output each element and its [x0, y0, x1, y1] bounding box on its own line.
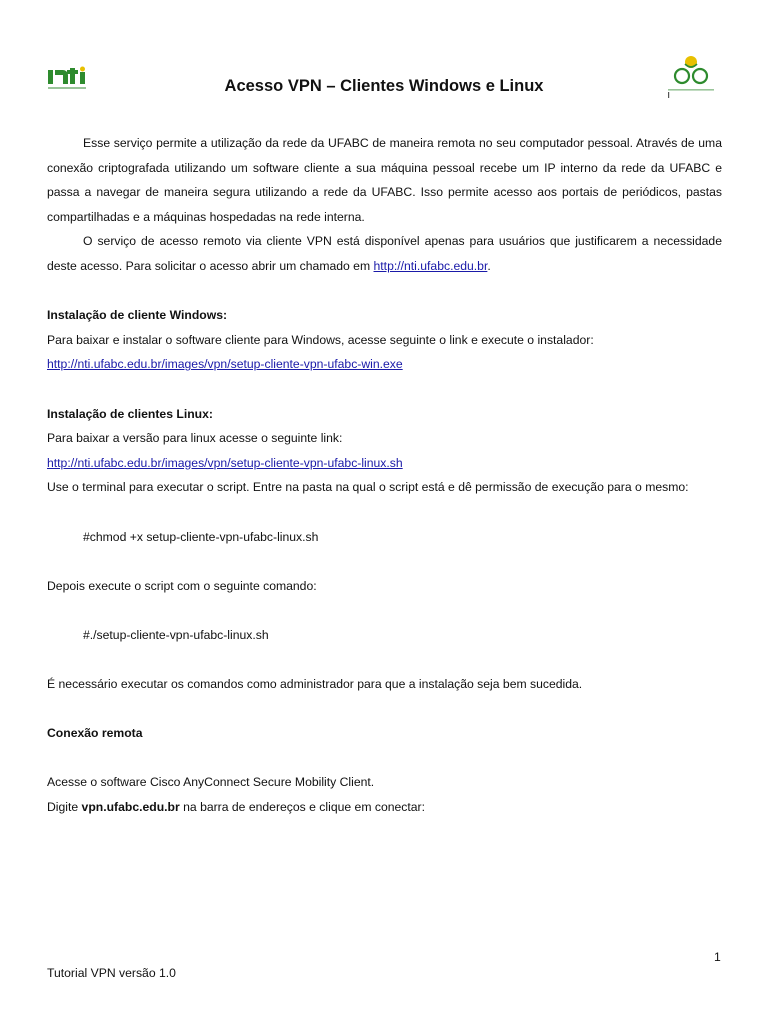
windows-download-link[interactable]: http://nti.ufabc.edu.br/images/vpn/setup-cliente-vpn-ufabc-win.exe — [47, 357, 403, 372]
nti-link[interactable]: http://nti.ufabc.edu.br — [373, 258, 488, 273]
linux-text: Para baixar a versão para linux acesse o seguinte link: — [47, 431, 343, 446]
linux-download-link[interactable]: http://nti.ufabc.edu.br/images/vpn/setup-cliente-vpn-ufabc-linux.sh — [47, 455, 403, 470]
linux-instructions: Use o terminal para executar o script. Entre na pasta na qual o script está e dê permissão de execução para o mesmo: — [47, 480, 689, 495]
footer-text: Tutorial VPN versão 1.0 — [47, 966, 176, 980]
chmod-command: #chmod +x setup-cliente-vpn-ufabc-linux.sh — [83, 529, 319, 544]
page-title: Acesso VPN – Clientes Windows e Linux — [224, 77, 544, 95]
remote-heading: Conexão remota — [47, 726, 143, 741]
intro-paragraph-2-text: O serviço de acesso remoto via cliente VPN está disponível apenas para usuários que justificarem a necessidade deste acesso. Para solicitar o acesso abrir um chamado em — [47, 234, 722, 273]
remote-text-2 — [47, 795, 722, 820]
vpn-address: vpn.ufabc.edu.br — [81, 800, 180, 815]
remote-text-2-end: na barra de endereços e clique em conectar: — [179, 800, 425, 815]
intro-paragraph-2 — [47, 229, 722, 278]
intro-paragraph-1: Esse serviço permite a utilização da rede da UFABC de maneira remota no seu computador pessoal. Através de uma conexão criptografada utilizando um software cliente a sua máquina pessoal recebe um IP interno da rede da UFABC e passa a navegar de maneira segura utilizando a rede da UFABC. Isso permite acesso aos portais de periódicos, pastas compartilhadas e a máquinas hospedadas na rede interna. — [47, 136, 722, 224]
run-command: #./setup-cliente-vpn-ufabc-linux.sh — [83, 627, 269, 642]
page-number: 1 — [714, 950, 721, 964]
remote-text-1: Acesse o software Cisco AnyConnect Secure Mobility Client. — [47, 775, 375, 790]
windows-heading: Instalação de cliente Windows: — [47, 308, 228, 323]
execute-instruction: Depois execute o script com o seguinte comando: — [47, 578, 317, 593]
document-body — [47, 131, 722, 820]
linux-heading: Instalação de clientes Linux: — [47, 406, 213, 421]
remote-text-2-start: Digite — [47, 800, 82, 815]
intro-paragraph-2-end: . — [487, 258, 491, 273]
admin-note: É necessário executar os comandos como administrador para que a instalação seja bem sucedida. — [47, 677, 583, 692]
windows-text: Para baixar e instalar o software cliente para Windows, acesse seguinte o link e execute o instalador: — [47, 332, 594, 347]
